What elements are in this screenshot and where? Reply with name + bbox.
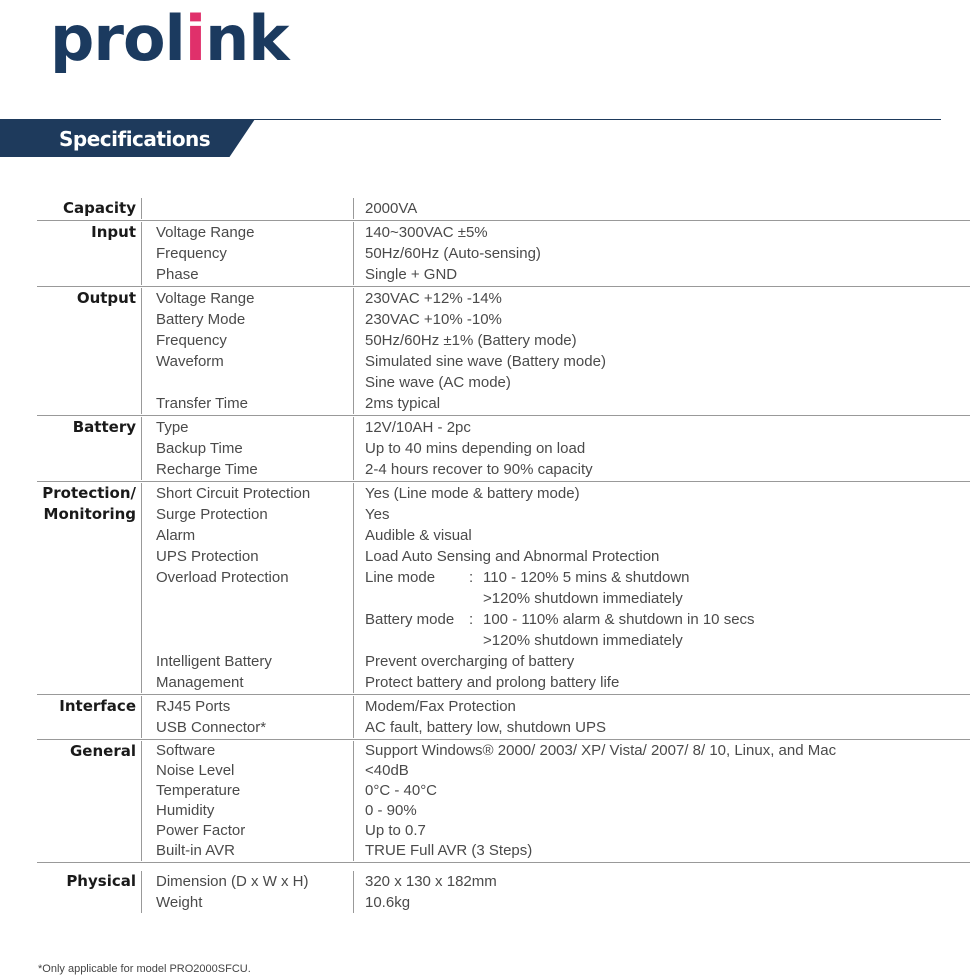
spec-label: Voltage Range (156, 290, 255, 307)
spec-value: 12V/10AH - 2pc (365, 419, 471, 436)
spec-label: Intelligent Battery (156, 653, 272, 670)
spec-label: Alarm (156, 527, 196, 544)
spec-value: Audible & visual (365, 527, 472, 544)
spec-value: Sine wave (AC mode) (365, 374, 511, 391)
spec-row-physical (37, 863, 970, 914)
spec-row-output (37, 287, 970, 416)
spec-label: Weight (156, 894, 203, 911)
spec-label: Dimension (D x W x H) (156, 873, 309, 890)
spec-value: Load Auto Sensing and Abnormal Protection (365, 548, 660, 565)
spec-label: Software (156, 742, 216, 759)
spec-label: UPS Protection (156, 548, 259, 565)
spec-label: Recharge Time (156, 461, 258, 478)
spec-value: Yes (Line mode & battery mode) (365, 485, 580, 502)
spec-row-protection (37, 482, 970, 695)
spec-value: 10.6kg (365, 894, 411, 911)
spec-label: Short Circuit Protection (156, 485, 311, 502)
spec-value: TRUE Full AVR (3 Steps) (365, 842, 533, 859)
spec-label: USB Connector* (156, 719, 267, 736)
spec-value: 140~300VAC ±5% (365, 224, 488, 241)
spec-label (156, 198, 353, 219)
spec-label: Voltage Range (156, 224, 255, 241)
spec-category: Capacity (63, 199, 136, 217)
overload-detail: >120% shutdown immediately (483, 632, 683, 649)
overload-colon: : (469, 569, 474, 586)
spec-label (156, 630, 353, 651)
spec-row-input (37, 221, 970, 287)
spec-category: Interface (59, 697, 136, 715)
spec-label: Type (156, 419, 189, 436)
spec-label: Frequency (156, 332, 227, 349)
spec-value: Support Windows® 2000/ 2003/ XP/ Vista/ 2007/ 8/ 10, Linux, and Mac (365, 742, 837, 759)
specs-table (37, 197, 970, 914)
spec-label (156, 588, 353, 609)
spec-row-battery (37, 416, 970, 482)
spec-label: RJ45 Ports (156, 698, 231, 715)
spec-category: Battery (72, 418, 136, 436)
spec-value: Prevent overcharging of battery (365, 653, 575, 670)
overload-detail: 100 - 110% alarm & shutdown in 10 secs (483, 611, 755, 628)
spec-label: Overload Protection (156, 569, 289, 586)
spec-value: Simulated sine wave (Battery mode) (365, 353, 606, 370)
spec-label: Transfer Time (156, 395, 248, 412)
spec-value: 50Hz/60Hz (Auto-sensing) (365, 245, 541, 262)
spec-label: Built-in AVR (156, 842, 235, 859)
spec-value: 2ms typical (365, 395, 441, 412)
overload-mode-label: Line mode (365, 569, 436, 586)
spec-label (156, 609, 353, 630)
spec-value: 2000VA (365, 200, 418, 217)
spec-label: Battery Mode (156, 311, 246, 328)
overload-colon: : (469, 611, 474, 628)
spec-row-interface (37, 695, 970, 740)
spec-value: <40dB (365, 762, 409, 779)
spec-row-capacity (37, 197, 970, 221)
spec-value: 50Hz/60Hz ±1% (Battery mode) (365, 332, 577, 349)
spec-row-general (37, 740, 970, 863)
spec-label: Frequency (156, 245, 227, 262)
header-rule (245, 119, 941, 120)
spec-value: Modem/Fax Protection (365, 698, 516, 715)
spec-value: AC fault, battery low, shutdown UPS (365, 719, 606, 736)
spec-label: Waveform (156, 353, 224, 370)
spec-label: Backup Time (156, 440, 243, 457)
spec-category: General (70, 742, 136, 760)
spec-label (156, 372, 353, 393)
overload-line-mode (365, 567, 970, 588)
prolink-logo: prolink (50, 2, 289, 75)
spec-value: 0°C - 40°C (365, 782, 438, 799)
spec-value: Up to 40 mins depending on load (365, 440, 586, 457)
spec-category: Input (91, 223, 136, 241)
footnote: *Only applicable for model PRO2000SFCU. (38, 963, 251, 975)
spec-value: 320 x 130 x 182mm (365, 873, 497, 890)
spec-value: 0 - 90% (365, 802, 417, 819)
overload-mode-label: Battery mode (365, 611, 455, 628)
spec-label: Power Factor (156, 822, 246, 839)
spec-category: Monitoring (43, 505, 136, 523)
spec-label: Management (156, 674, 244, 691)
overload-detail: >120% shutdown immediately (483, 590, 683, 607)
spec-category: Output (76, 289, 136, 307)
spec-value: 230VAC +12% -14% (365, 290, 502, 307)
spec-value: Up to 0.7 (365, 822, 426, 839)
spec-label: Humidity (156, 802, 215, 819)
spec-category: Physical (66, 872, 136, 890)
spec-label: Temperature (156, 782, 241, 799)
spec-value: Single + GND (365, 266, 458, 283)
spec-value: 230VAC +10% -10% (365, 311, 502, 328)
overload-battery-mode (365, 609, 970, 630)
specifications-title: Specifications (59, 127, 211, 151)
spec-value: 2-4 hours recover to 90% capacity (365, 461, 593, 478)
overload-detail: 110 - 120% 5 mins & shutdown (483, 569, 690, 586)
spec-label: Noise Level (156, 762, 235, 779)
spec-value: Yes (365, 506, 390, 523)
spec-label: Phase (156, 266, 199, 283)
spec-category: Protection/ (42, 484, 136, 502)
spec-label: Surge Protection (156, 506, 268, 523)
spec-value: Protect battery and prolong battery life (365, 674, 620, 691)
